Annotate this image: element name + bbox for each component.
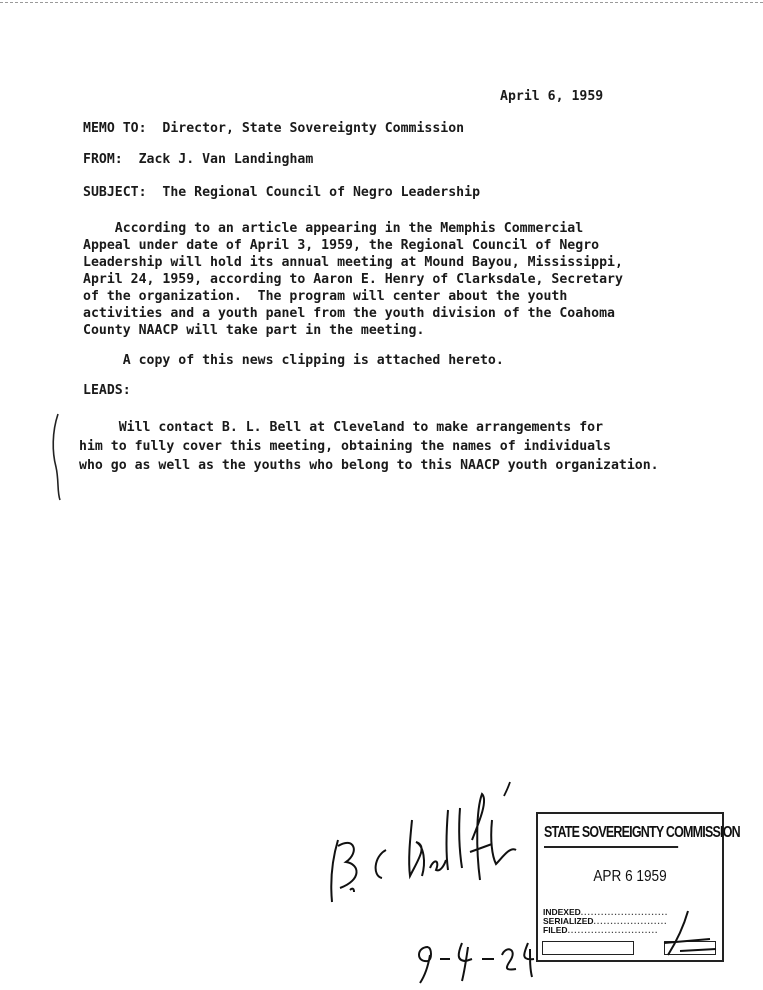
memo-subject-label: SUBJECT: <box>83 185 147 200</box>
stamp-box <box>542 941 634 955</box>
paragraph-line: According to an article appearing in the Memphis Commercial <box>83 221 584 236</box>
memo-paragraph-leads <box>79 418 699 475</box>
received-stamp <box>536 812 740 962</box>
memo-paragraph-clipping <box>83 352 703 369</box>
paragraph-line: Appeal under date of April 3, 1959, the Regional Council of Negro <box>83 238 600 253</box>
memo-leads-label: LEADS: <box>83 383 131 398</box>
paragraph-line: him to fully cover this meeting, obtaining the names of individuals <box>79 439 611 454</box>
paragraph-line: April 24, 1959, according to Aaron E. Henry of Clarksdale, Secretary <box>83 272 623 287</box>
memo-subject-value: The Regional Council of Negro Leadership <box>162 185 481 200</box>
memo-date: April 6, 1959 <box>500 89 604 104</box>
memo-to-value: Director, State Sovereignty Commission <box>162 121 465 136</box>
memo-paragraph-article <box>83 220 703 339</box>
paragraph-line: County NAACP will take part in the meeting. <box>83 323 425 338</box>
stamp-row-dots: .......................... <box>580 908 669 917</box>
memo-subject-line <box>83 184 480 201</box>
memo-from-line <box>83 151 313 168</box>
stamp-date: APR 6 1959 <box>593 868 667 885</box>
memo-to-line <box>83 120 464 137</box>
stamp-row-label: SERIALIZED <box>543 917 594 926</box>
paragraph-line: activities and a youth panel from the youth division of the Coahoma <box>83 306 615 321</box>
memo-from-label: FROM: <box>83 152 123 167</box>
paragraph-line: Leadership will hold its annual meeting at Mound Bayou, Mississippi, <box>83 255 623 270</box>
memo-to-label: MEMO TO: <box>83 121 147 136</box>
handwritten-signature <box>320 780 530 910</box>
paragraph-line: who go as well as the youths who belong to this NAACP youth organization. <box>79 458 659 473</box>
stamp-row-label: FILED <box>543 926 568 935</box>
paragraph-line: Will contact B. L. Bell at Cleveland to make arrangements for <box>79 420 604 435</box>
stamp-row-dots: ........................... <box>567 926 659 935</box>
margin-bracket-mark <box>48 412 68 502</box>
page-top-edge <box>0 2 763 3</box>
paragraph-line: A copy of this news clipping is attached hereto. <box>83 353 504 368</box>
stamp-check-mark <box>658 909 718 959</box>
stamp-row-dots: ...................... <box>593 917 668 926</box>
handwritten-file-number <box>410 935 540 985</box>
stamp-title: STATE SOVEREIGNTY COMMISSION <box>544 824 678 848</box>
paragraph-line: of the organization. The program will center about the youth <box>83 289 568 304</box>
memo-from-value: Zack J. Van Landingham <box>138 152 314 167</box>
stamp-row-label: INDEXED <box>543 908 581 917</box>
